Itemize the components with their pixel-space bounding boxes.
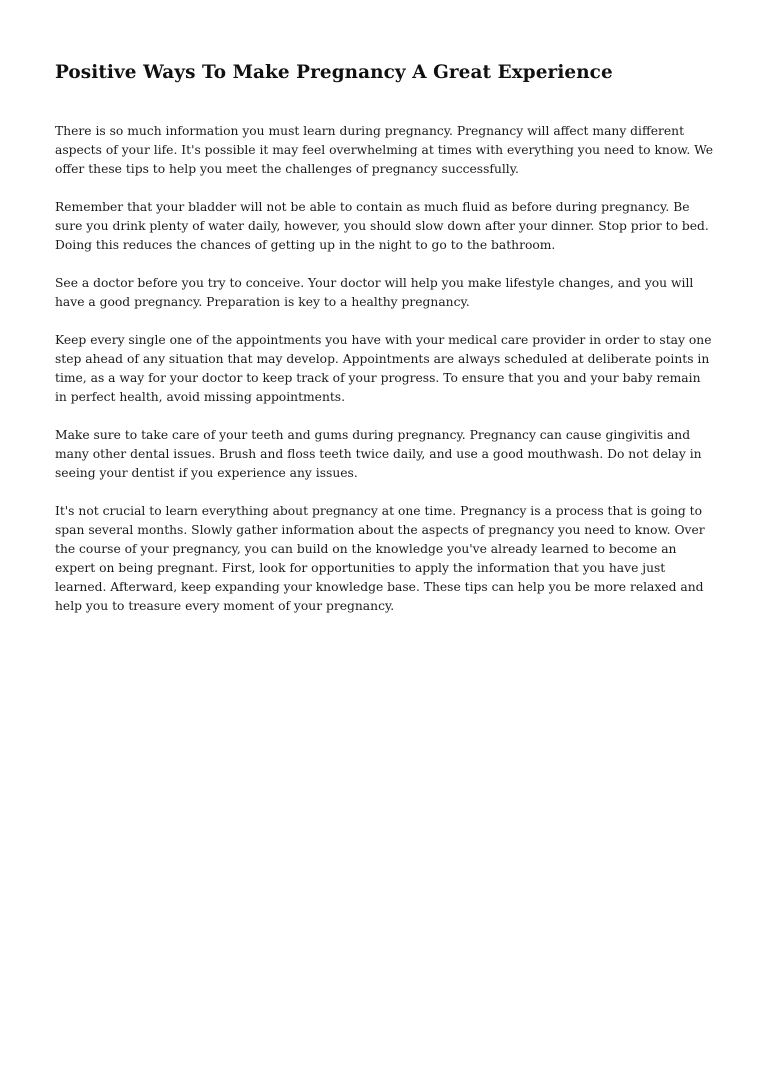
paragraph-appointments: Keep every single one of the appointments you have with your medical care provider in order to stay one step ahead of any situation that may develop. Appointments are always scheduled at deliberate points in time, as a way for your doctor to keep track of your progress. To ensure that you and your baby remain in perfect health, avoid missing appointments.	[55, 333, 712, 404]
paragraph-learning: It's not crucial to learn everything about pregnancy at one time. Pregnancy is a process that is going to span several months. Slowly gather information about the aspects of pregnancy you need to know. Over the course of your pregnancy, you can build on the knowledge you've already learned to become an expert on being pregnant. First, look for opportunities to apply the information that you have just learned. Afterward, keep expanding your knowledge base. These tips can help you be more relaxed and help you to treasure every moment of your pregnancy.	[55, 504, 705, 613]
paragraph-doctor: See a doctor before you try to conceive. Your doctor will help you make lifestyle changes, and you will have a good pregnancy. Preparation is key to a healthy pregnancy.	[55, 276, 694, 309]
paragraph-dental: Make sure to take care of your teeth and gums during pregnancy. Pregnancy can cause gingivitis and many other dental issues. Brush and floss teeth twice daily, and use a good mouthwash. Do not delay in seeing your dentist if you experience any issues.	[55, 428, 702, 480]
document-title: Positive Ways To Make Pregnancy A Great Experience	[55, 62, 613, 83]
paragraph-bladder: Remember that your bladder will not be able to contain as much fluid as before during pregnancy. Be sure you drink plenty of water daily, however, you should slow down after your dinner. Stop prior to bed. Doing this reduces the chances of getting up in the night to go to the bathroom.	[55, 200, 709, 252]
document-body	[55, 58, 715, 635]
paragraph-intro: There is so much information you must learn during pregnancy. Pregnancy will affect many different aspects of your life. It's possible it may feel overwhelming at times with everything you need to know. We offer these tips to help you meet the challenges of pregnancy successfully.	[55, 124, 714, 176]
